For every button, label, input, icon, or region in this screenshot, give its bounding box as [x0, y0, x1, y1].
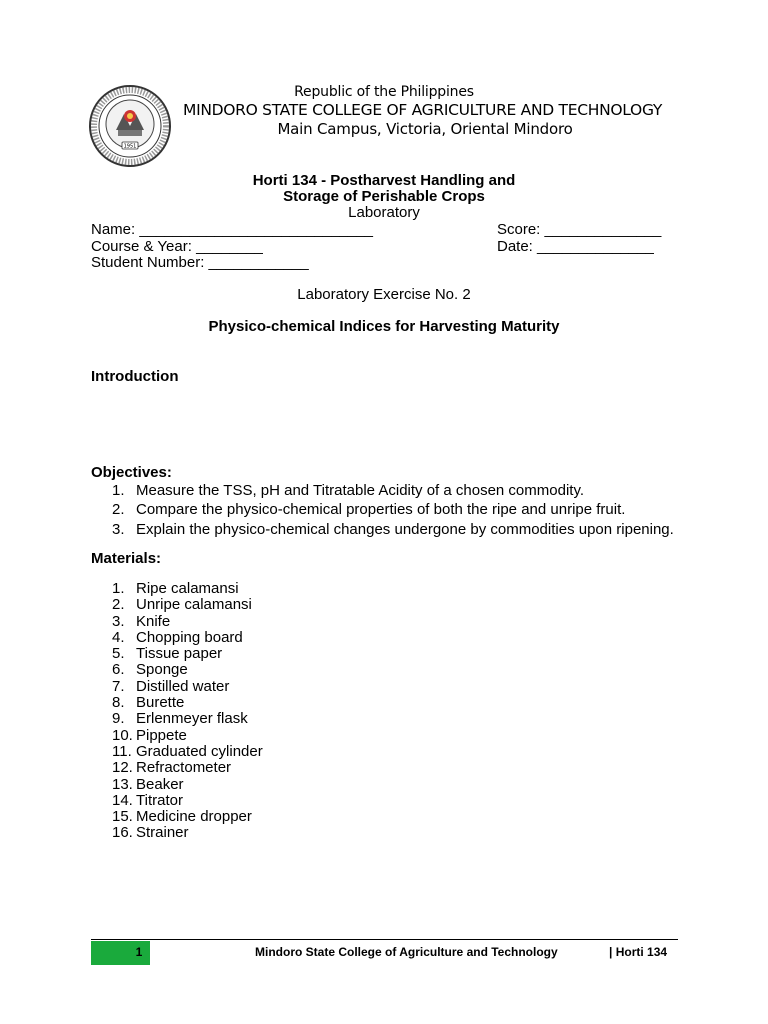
materials-list [112, 581, 263, 842]
list-item: 9. Erlenmeyer flask [112, 710, 248, 728]
list-item: 10. Pippete [112, 726, 187, 744]
list-item: 8. Burette [112, 694, 185, 712]
course-subtitle: Laboratory [348, 204, 420, 221]
country-line: Republic of the Philippines [294, 84, 474, 100]
list-item: 11. Graduated cylinder [112, 742, 263, 760]
student-number-field[interactable]: Student Number: ____________ [91, 254, 309, 271]
footer-divider [91, 939, 678, 940]
institution-name: MINDORO STATE COLLEGE OF AGRICULTURE AND TECHNOLOGY [183, 101, 663, 119]
list-item: 1. Measure the TSS, pH and Titratable Acidity of a chosen commodity. [112, 482, 585, 499]
objectives-list [112, 482, 674, 540]
objectives-heading: Objectives: [91, 464, 172, 481]
list-item: 6. Sponge [112, 661, 188, 679]
introduction-heading: Introduction [91, 368, 179, 385]
list-item: 2. Compare the physico-chemical properties of both the ripe and unripe fruit. [112, 501, 626, 519]
list-item: 15. Medicine dropper [112, 808, 252, 826]
list-item: 3. Knife [112, 612, 171, 630]
footer-course-code: | Horti 134 [609, 945, 668, 959]
list-item: 3. Explain the physico-chemical changes undergone by commodities upon ripening. [112, 520, 674, 538]
name-field[interactable]: Name: ____________________________ [91, 221, 373, 238]
list-item: 2. Unripe calamansi [112, 596, 252, 614]
score-field[interactable]: Score: ______________ [497, 221, 662, 238]
list-item: 14. Titrator [112, 791, 183, 809]
list-item: 4. Chopping board [112, 628, 243, 646]
footer-institution: Mindoro State College of Agriculture and Technology [255, 945, 558, 959]
list-item: 1. Ripe calamansi [112, 580, 239, 597]
course-title-line2: Storage of Perishable Crops [283, 188, 485, 205]
page-number: 1 [135, 945, 143, 959]
campus-location: Main Campus, Victoria, Oriental Mindoro [277, 120, 573, 138]
list-item: 16. Strainer [112, 824, 189, 842]
list-item: 13. Beaker [112, 775, 184, 793]
seal-year: 1951 [123, 143, 137, 150]
date-field[interactable]: Date: ______________ [497, 238, 654, 255]
materials-heading: Materials: [91, 550, 162, 567]
exercise-title: Physico-chemical Indices for Harvesting Maturity [208, 318, 560, 335]
course-title-line1: Horti 134 - Postharvest Handling and [252, 172, 516, 189]
exercise-label: Laboratory Exercise No. 2 [297, 286, 471, 303]
list-item: 5. Tissue paper [112, 645, 223, 663]
course-year-field[interactable]: Course & Year: ________ [91, 238, 263, 255]
list-item: 7. Distilled water [112, 677, 230, 695]
list-item: 12. Refractometer [112, 759, 232, 777]
